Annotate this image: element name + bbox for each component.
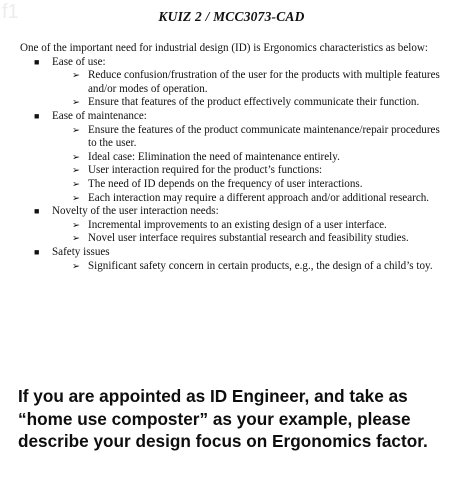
list-item-text: Significant safety concern in certain products, e.g., the design of a child’s toy. (88, 259, 433, 272)
sub-list (52, 69, 450, 110)
arrow-bullet-icon: ➢ (72, 219, 80, 231)
section-heading: Ease of maintenance: (52, 109, 147, 122)
square-bullet-icon: ■ (34, 246, 40, 257)
list-item-text: Novel user interface requires substantial research and feasibility studies. (88, 232, 409, 245)
list-item-text: Ideal case: Elimination the need of maintenance entirely. (88, 150, 340, 163)
arrow-bullet-icon: ➢ (72, 192, 80, 204)
square-bullet-icon: ■ (34, 110, 40, 121)
list-item-text: The need of ID depends on the frequency of user interactions. (88, 177, 363, 190)
characteristics-list (20, 56, 450, 274)
list-item (52, 192, 450, 206)
sub-list (52, 124, 450, 206)
arrow-bullet-icon: ➢ (72, 165, 80, 177)
document-body (20, 42, 450, 273)
section-heading: Safety issues (52, 245, 110, 258)
page-title: KUIZ 2 / MCC3073-CAD (158, 9, 305, 24)
list-item-text: Reduce confusion/frustration of the user for the products with multiple features and/or modes of operation. (88, 69, 440, 95)
list-item-text: Each interaction may require a different approach and/or additional research. (88, 191, 430, 204)
list-item (52, 96, 450, 110)
arrow-bullet-icon: ➢ (72, 151, 80, 163)
intro-paragraph: One of the important need for industrial design (ID) is Ergonomics characteristics as below: (20, 42, 428, 54)
square-bullet-icon: ■ (34, 206, 40, 217)
arrow-bullet-icon: ➢ (72, 70, 80, 82)
section-safety (20, 246, 450, 273)
arrow-bullet-icon: ➢ (72, 233, 80, 245)
section-heading: Novelty of the user interaction needs: (52, 205, 219, 218)
list-item (52, 219, 450, 233)
arrow-bullet-icon: ➢ (72, 178, 80, 190)
arrow-bullet-icon: ➢ (72, 124, 80, 136)
list-item (52, 232, 450, 246)
arrow-bullet-icon: ➢ (72, 260, 80, 272)
list-item-text: Incremental improvements to an existing design of a user interface. (88, 218, 387, 231)
section-ease-of-maintenance (20, 110, 450, 205)
list-item (52, 178, 450, 192)
list-item-text: Ensure that features of the product effectively communicate their function. (88, 96, 420, 109)
section-heading: Ease of use: (52, 55, 106, 68)
sub-list (52, 219, 450, 246)
watermark-text: f1 (2, 1, 19, 23)
list-item-text: Ensure the features of the product communicate maintenance/repair procedures to the user. (88, 123, 440, 150)
list-item (52, 260, 450, 274)
sub-list (52, 260, 450, 274)
section-novelty (20, 205, 450, 246)
square-bullet-icon: ■ (34, 56, 40, 67)
list-item (52, 151, 450, 165)
list-item-text: User interaction required for the product’s functions: (88, 164, 323, 177)
list-item (52, 124, 450, 151)
list-item (52, 164, 450, 178)
section-ease-of-use (20, 56, 450, 110)
question-text: If you are appointed as ID Engineer, and take as “home use composter” as your example, please describe your design focus on Ergonomics factor. (18, 386, 428, 452)
list-item (52, 69, 450, 96)
arrow-bullet-icon: ➢ (72, 97, 80, 109)
